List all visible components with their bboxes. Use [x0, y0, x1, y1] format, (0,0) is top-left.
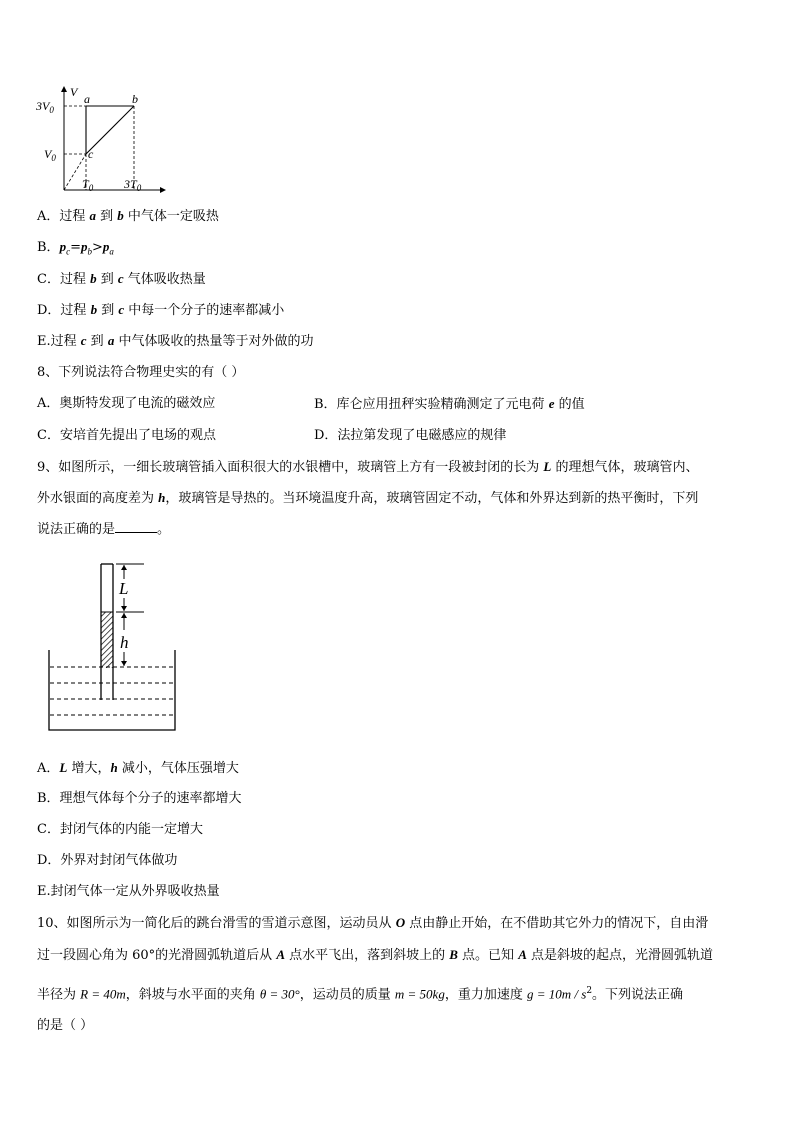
q8-option-c: C．安培首先提出了电场的观点: [37, 428, 216, 443]
mercury-tube-figure: [44, 560, 180, 732]
q7-option-b: B．$p_c=p_b>p_a$: [37, 239, 114, 257]
q9-option-b: B．理想气体每个分子的速率都增大: [37, 791, 242, 806]
q9-option-e: E.封闭气体一定从外界吸收热量: [37, 884, 220, 899]
q9-option-c: C．封闭气体的内能一定增大: [37, 822, 203, 837]
vt-graph: [30, 84, 170, 196]
q7-option-a: A．过程 a 到 b 中气体一定吸热: [37, 208, 219, 224]
svg-text:3T0: $3T_0$: [124, 177, 142, 193]
point-b-label: b: [132, 92, 138, 106]
q8-option-a: A．奥斯特发现了电流的磁效应: [37, 396, 216, 411]
svg-text:T0: $T_0$: [82, 177, 94, 193]
q9-stem-line3: 说法正确的是 。: [37, 522, 171, 537]
q8-option-b: B．库仑应用扭秤实验精确测定了元电荷 e 的值: [314, 396, 585, 412]
q9-option-a: A．L 增大，h 减小，气体压强增大: [37, 760, 239, 776]
axis-v-label: V: [70, 85, 78, 99]
q8-option-d: D．法拉第发现了电磁感应的规律: [314, 428, 507, 443]
q10-stem-line2: 过一段圆心角为 60°的光滑圆弧轨道后从 A 点水平飞出，落到斜坡上的 B 点。已知 A 点是斜坡的起点，光滑圆弧轨道: [37, 947, 713, 963]
tube-label-h: h: [120, 633, 129, 652]
svg-text:3V0: $3V_0$: [36, 99, 54, 115]
answer-blank[interactable]: [115, 520, 157, 533]
q9-stem-line2: 外水银面的高度差为 h，玻璃管是导热的。当环境温度升高，玻璃管固定不动，气体和外界达到新的热平衡时，下列: [37, 490, 699, 506]
tube-label-l: L: [119, 579, 129, 598]
q7-option-c: C．过程 b 到 c 气体吸收热量: [37, 271, 206, 287]
q9-stem-line1: 9、如图所示，一细长玻璃管插入面积很大的水银槽中，玻璃管上方有一段被封闭的长为 L 的理想气体，玻璃管内、: [37, 459, 699, 475]
q8-stem: 8、下列说法符合物理史实的有（ ）: [37, 365, 245, 380]
q10-stem-line3: 半径为 R = 40m，斜坡与水平面的夹角 θ = 30°，运动员的质量 m = 50kg，重力加速度 $g = 10m / s^2$。下列说法正确: [37, 986, 684, 1003]
q10-stem-line1: 10、如图所示为一简化后的跳台滑雪的雪道示意图，运动员从 O 点由静止开始，在不借助其它外力的情况下，自由滑: [37, 915, 709, 931]
q9-option-d: D．外界对封闭气体做功: [37, 853, 178, 868]
q10-stem-line4: 的是（ ）: [37, 1018, 94, 1033]
svg-text:V0: $V_0$: [44, 147, 56, 163]
q7-option-d: D．过程 b 到 c 中每一个分子的速率都减小: [37, 302, 285, 318]
point-c-label: c: [88, 147, 94, 161]
q7-option-e: E.过程 c 到 a 中气体吸收的热量等于对外做的功: [37, 333, 314, 349]
point-a-label: a: [84, 92, 90, 106]
